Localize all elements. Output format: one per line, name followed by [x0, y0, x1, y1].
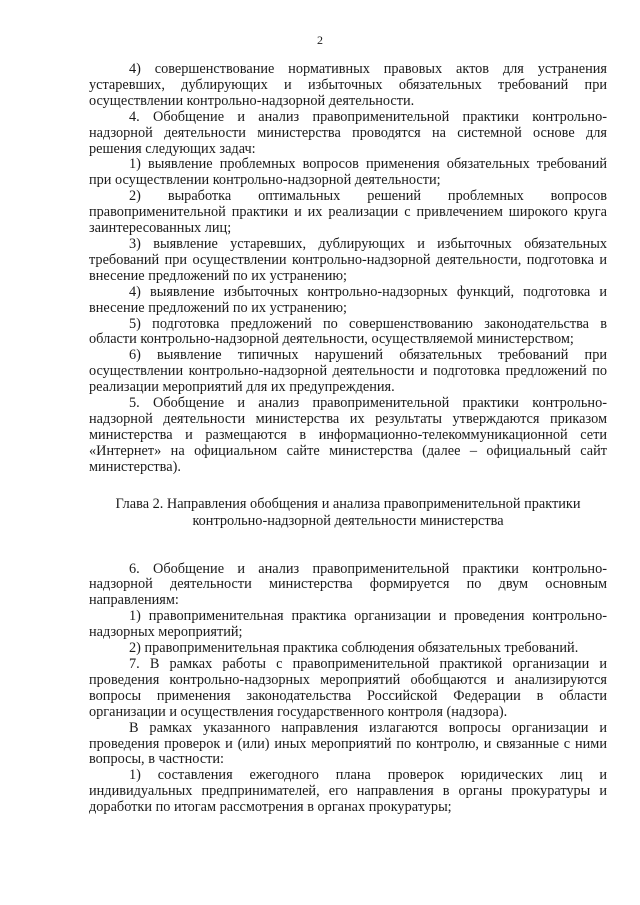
direction-item-1: 1) правоприменительная практика организации и проведения контрольно-надзорных мероприятий;	[89, 608, 607, 641]
paragraph-4-tasks-intro: 4. Обобщение и анализ правоприменительной практики контрольно-надзорной деятельности министерства проводятся на системной основе для решения следующих задач:	[89, 108, 607, 157]
task-item-5: 5) подготовка предложений по совершенствованию законодательства в области контрольно-надзорной деятельности, осуществляемой министерством;	[89, 315, 607, 348]
paragraph-direction-questions: В рамках указанного направления излагаются вопросы организации и проведения проверок и (или) иных мероприятий по контролю, и связанные с ними вопросы, в частности:	[89, 719, 607, 768]
task-item-4: 4) выявление избыточных контрольно-надзорных функций, подготовка и внесение предложений по их устранению;	[89, 283, 607, 316]
chapter-heading	[89, 496, 607, 530]
document-body	[89, 62, 607, 816]
paragraph-7-analysis: 7. В рамках работы с правоприменительной практикой организации и проведения контрольно-надзорных мероприятий обобщаются и анализируются вопросы применения законодательства Российской Федерации в области организации и осуществления государственного контроля (надзора).	[89, 656, 607, 720]
chapter-heading-line-1: Глава 2. Направления обобщения и анализа правоприменительной практики	[115, 495, 581, 512]
direction-item-2: 2) правоприменительная практика соблюдения обязательных требований.	[129, 640, 579, 657]
task-item-3: 3) выявление устаревших, дублирующих и избыточных обязательных требований при осуществлении контрольно-надзорной деятельности, подготовка и внесение предложений по их устранению;	[89, 235, 607, 284]
task-item-2: 2) выработка оптимальных решений проблемных вопросов правоприменительной практики и их реализации с привлечением широкого круга заинтересованных лиц;	[89, 188, 607, 237]
question-item-1: 1) составления ежегодного плана проверок юридических лиц и индивидуальных предпринимателей, его направления в органы прокуратуры и доработки по итогам рассмотрения в органах прокуратуры;	[89, 767, 607, 816]
chapter-heading-line-2: контрольно-надзорной деятельности министерства	[192, 512, 504, 529]
task-item-1: 1) выявление проблемных вопросов применения обязательных требований при осуществлении контрольно-надзорной деятельности;	[89, 156, 607, 189]
task-item-6: 6) выявление типичных нарушений обязательных требований при осуществлении контрольно-надзорной деятельности и подготовка предложений по реализации мероприятий для их предупреждения.	[89, 347, 607, 396]
paragraph-item-4-improvement: 4) совершенствование нормативных правовых актов для устранения устаревших, дублирующих и избыточных обязательных требований при осуществлении контрольно-надзорной деятельности.	[89, 61, 607, 109]
paragraph-5-publication: 5. Обобщение и анализ правоприменительной практики контрольно-надзорной деятельности министерства их результаты утверждаются приказом министерства и размещаются в информационно-телекоммуникационной сети «Интернет» на официальном сайте министерства (далее – официальный сайт министерства).	[89, 395, 607, 475]
page-number: 2	[317, 33, 323, 47]
paragraph-6-directions: 6. Обобщение и анализ правоприменительной практики контрольно-надзорной деятельности министерства формируется по двум основным направлениям:	[89, 560, 607, 609]
